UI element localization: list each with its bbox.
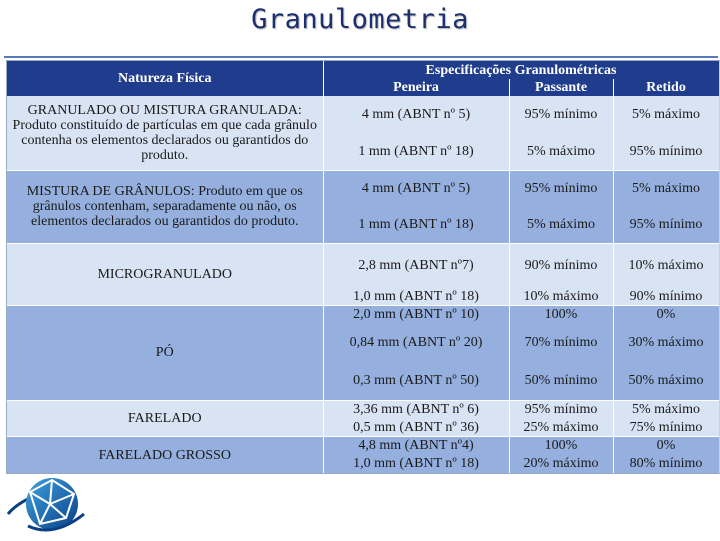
- natureza-granulado: GRANULADO OU MISTURA GRANULADA: Produto constituído de partículas em que cada grânulo contenha os elementos declarados ou garantidos do produto.: [7, 96, 323, 171]
- cell-peneira: 0,84 mm (ABNT nº 20): [323, 324, 509, 362]
- table-row: [7, 437, 719, 455]
- cell-peneira: 1,0 mm (ABNT nº 18): [323, 287, 509, 305]
- cell-retido: 0%: [613, 306, 719, 324]
- table-row: [7, 306, 719, 324]
- granulometry-table: [7, 61, 720, 473]
- cell-passante: 5% máximo: [509, 133, 613, 170]
- natureza-farelado-grosso: FARELADO GROSSO: [7, 437, 323, 473]
- cell-passante: 100%: [509, 306, 613, 324]
- cell-retido: 50% máximo: [613, 362, 719, 400]
- cell-passante: 95% mínimo: [509, 171, 613, 207]
- cell-retido: 5% máximo: [613, 96, 719, 133]
- cell-retido: 75% mínimo: [613, 418, 719, 436]
- cell-peneira: 1 mm (ABNT nº 18): [323, 207, 509, 243]
- cell-retido: 95% mínimo: [613, 133, 719, 170]
- cell-passante: 95% mínimo: [509, 96, 613, 133]
- cell-passante: 50% mínimo: [509, 362, 613, 400]
- cell-retido: 10% máximo: [613, 243, 719, 287]
- cell-passante: 5% máximo: [509, 207, 613, 243]
- natureza-mistura: MISTURA DE GRÂNULOS: Produto em que os grânulos contenham, separadamente ou não, os elementos declarados ou garantidos do produto.: [7, 171, 323, 244]
- cell-peneira: 0,5 mm (ABNT nº 36): [323, 418, 509, 436]
- cell-passante: 25% máximo: [509, 418, 613, 436]
- header-passante: Passante: [509, 79, 613, 96]
- cell-retido: 5% máximo: [613, 400, 719, 418]
- header-natureza: Natureza Física: [7, 61, 323, 96]
- globe-logo-graphic: [6, 474, 90, 536]
- natureza-farelado: FARELADO: [7, 400, 323, 436]
- natureza-po: PÓ: [7, 306, 323, 401]
- cell-peneira: 0,3 mm (ABNT nº 50): [323, 362, 509, 400]
- header-retido: Retido: [613, 79, 719, 96]
- cell-passante: 10% máximo: [509, 287, 613, 305]
- table-row: [7, 171, 719, 207]
- cell-passante: 100%: [509, 437, 613, 455]
- cell-peneira: 2,0 mm (ABNT nº 10): [323, 306, 509, 324]
- table-row: [7, 400, 719, 418]
- header-especificacoes: Especificações Granulométricas: [323, 61, 719, 79]
- cell-passante: 95% mínimo: [509, 400, 613, 418]
- cell-passante: 70% mínimo: [509, 324, 613, 362]
- cell-peneira: 4,8 mm (ABNT nº4): [323, 437, 509, 455]
- title-divider: [4, 56, 718, 58]
- cell-retido: 90% mínimo: [613, 287, 719, 305]
- table-row: [7, 96, 719, 133]
- cell-retido: 0%: [613, 437, 719, 455]
- natureza-microgranulado: MICROGRANULADO: [7, 243, 323, 305]
- granulometry-table-container: [6, 60, 720, 474]
- cell-retido: 30% máximo: [613, 324, 719, 362]
- page-title: Granulometria: [251, 4, 469, 35]
- cell-peneira: 4 mm (ABNT nº 5): [323, 96, 509, 133]
- globe-logo-icon: [6, 474, 90, 536]
- table-row: [7, 243, 719, 287]
- cell-peneira: 1 mm (ABNT nº 18): [323, 133, 509, 170]
- cell-peneira: 1,0 mm (ABNT nº 18): [323, 455, 509, 473]
- cell-retido: 5% máximo: [613, 171, 719, 207]
- cell-peneira: 3,36 mm (ABNT nº 6): [323, 400, 509, 418]
- cell-peneira: 4 mm (ABNT nº 5): [323, 171, 509, 207]
- cell-passante: 20% máximo: [509, 455, 613, 473]
- cell-peneira: 2,8 mm (ABNT nº7): [323, 243, 509, 287]
- cell-retido: 80% mínimo: [613, 455, 719, 473]
- cell-passante: 90% mínimo: [509, 243, 613, 287]
- cell-retido: 95% mínimo: [613, 207, 719, 243]
- header-peneira: Peneira: [323, 79, 509, 96]
